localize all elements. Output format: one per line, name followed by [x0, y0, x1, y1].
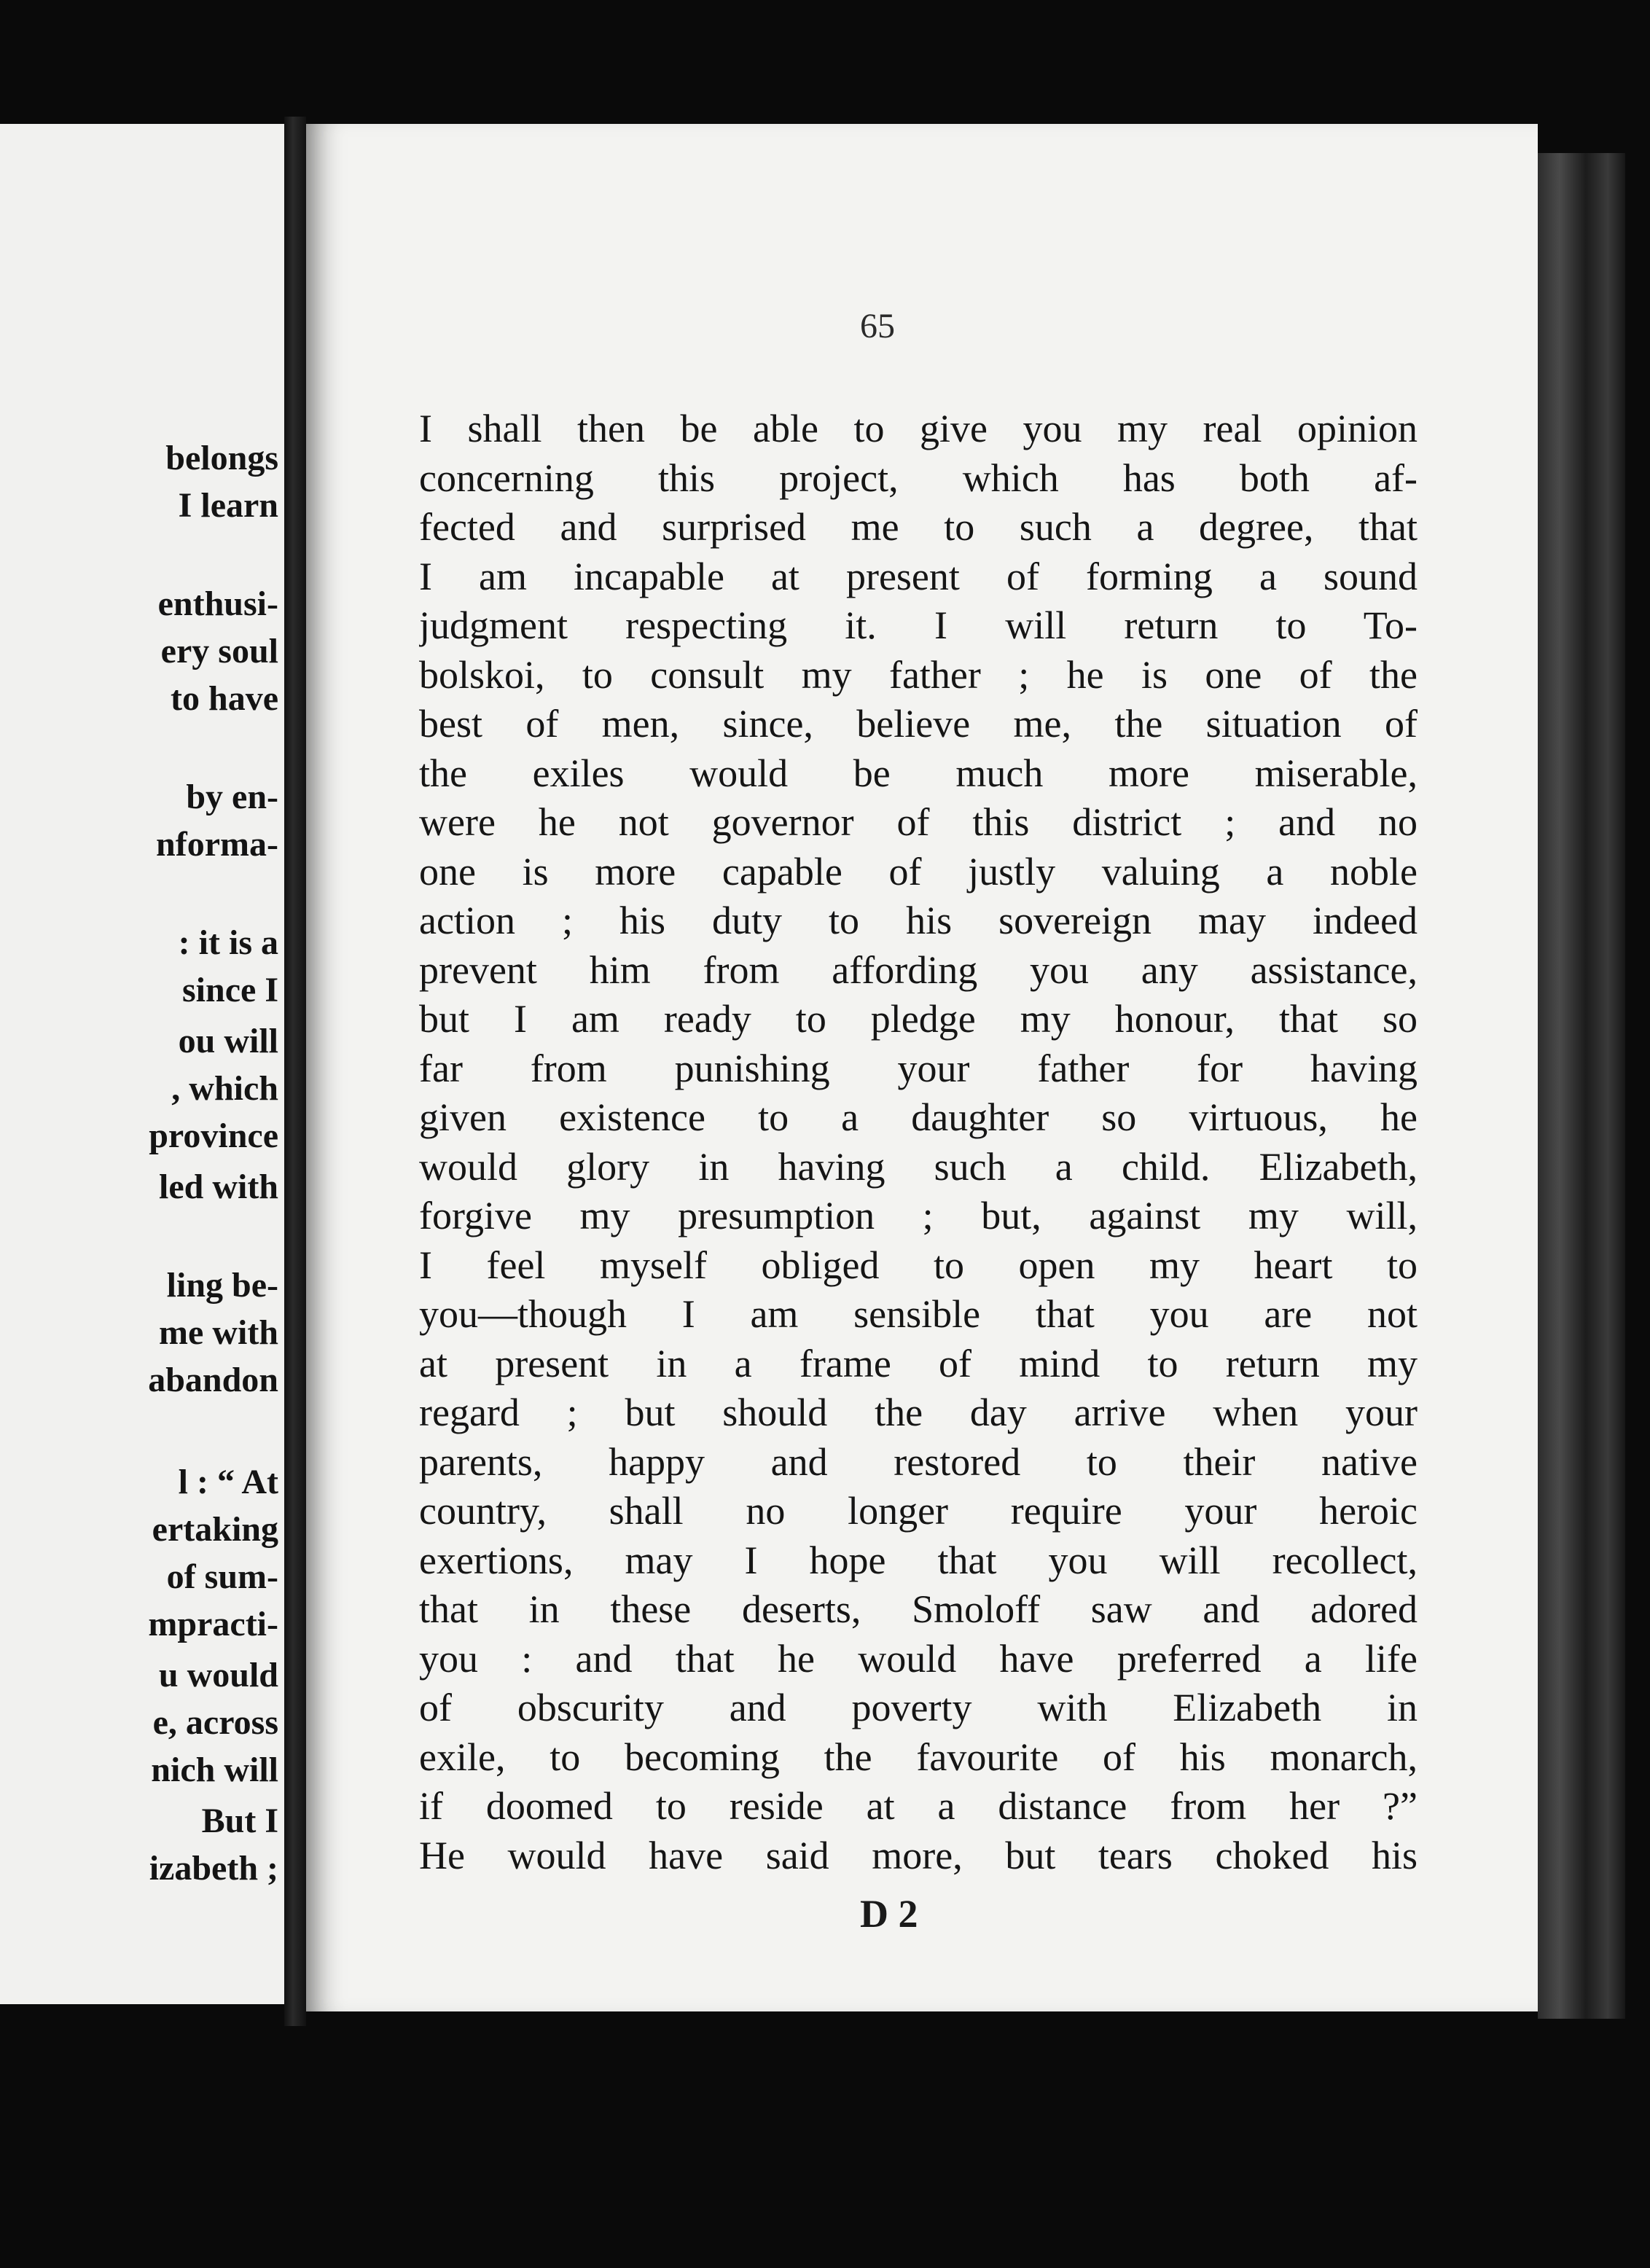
left-fragment-line: I learn: [178, 486, 278, 525]
left-page: [0, 124, 284, 2004]
text-line: but I am ready to pledge my honour, that so: [419, 997, 1418, 1041]
left-fragment-line: ery soul: [160, 632, 278, 670]
left-fragment-line: enthusi-: [157, 584, 278, 623]
text-line: were he not governor of this district ; and no: [419, 800, 1418, 844]
text-line: best of men, since, believe me, the situation of: [419, 702, 1418, 746]
page-number: 65: [860, 307, 895, 345]
text-line: forgive my presumption ; but, against my will,: [419, 1194, 1418, 1237]
text-line: judgment respecting it. I will return to To-: [419, 603, 1418, 647]
left-fragment-line: ertaking: [152, 1510, 278, 1549]
left-fragment-line: But I: [201, 1802, 278, 1840]
left-fragment-line: nforma-: [156, 825, 278, 864]
text-line: parents, happy and restored to their native: [419, 1439, 1418, 1484]
left-fragment-line: abandon: [148, 1361, 278, 1399]
text-line: action ; his duty to his sovereign may indeed: [419, 899, 1418, 942]
text-line: fected and surprised me to such a degree, that: [419, 505, 1418, 549]
left-fragment-line: izabeth ;: [149, 1849, 278, 1888]
left-fragment-line: e, across: [152, 1703, 278, 1742]
text-line: if doomed to reside at a distance from her ?”: [419, 1784, 1418, 1828]
left-fragment-line: u would: [158, 1656, 278, 1694]
text-line: concerning this project, which has both af-: [419, 455, 1418, 500]
left-fragment-line: ling be-: [166, 1266, 278, 1305]
text-line: given existence to a daughter so virtuous, he: [419, 1095, 1418, 1139]
left-fragment-line: nich will: [151, 1751, 278, 1789]
left-fragment-line: , which: [171, 1069, 278, 1108]
text-line: at present in a frame of mind to return my: [419, 1341, 1418, 1385]
text-line: that in these deserts, Smoloff saw and adored: [419, 1587, 1418, 1631]
text-line: I shall then be able to give you my real opinion: [419, 407, 1418, 450]
body-text: [419, 404, 1418, 1880]
text-line: country, shall no longer require your heroic: [419, 1489, 1418, 1533]
text-line: I feel myself obliged to open my heart to: [419, 1243, 1418, 1287]
left-fragment-line: mpracti-: [148, 1605, 278, 1643]
text-line: prevent him from affording you any assistance,: [419, 947, 1418, 992]
left-fragment-line: province: [149, 1117, 278, 1155]
left-fragment-line: l : “ At: [178, 1463, 278, 1501]
left-fragment-line: to have: [171, 679, 278, 718]
left-fragment-line: of sum-: [166, 1557, 278, 1596]
text-line: exile, to becoming the favourite of his monarch,: [419, 1735, 1418, 1779]
left-fragment-line: me with: [159, 1313, 278, 1352]
book-edge: [1538, 153, 1625, 2019]
book-gutter: [284, 117, 306, 2026]
text-line: I am incapable at present of forming a sound: [419, 554, 1418, 598]
left-fragment-line: : it is a: [178, 923, 278, 962]
text-line: the exiles would be much more miserable,: [419, 751, 1418, 795]
left-fragment-line: belongs: [165, 439, 278, 477]
text-line: you—though I am sensible that you are not: [419, 1292, 1418, 1336]
signature-mark: D 2: [860, 1892, 918, 1936]
left-fragment-line: led with: [158, 1168, 278, 1206]
text-line: bolskoi, to consult my father ; he is one of the: [419, 652, 1418, 697]
text-line: would glory in having such a child. Elizabeth,: [419, 1144, 1418, 1189]
text-line: far from punishing your father for having: [419, 1046, 1418, 1090]
text-line: regard ; but should the day arrive when your: [419, 1391, 1418, 1434]
text-line: you : and that he would have preferred a life: [419, 1636, 1418, 1681]
text-line: one is more capable of justly valuing a noble: [419, 849, 1418, 893]
left-fragment-line: since I: [182, 971, 278, 1009]
text-line: exertions, may I hope that you will recollect,: [419, 1538, 1418, 1582]
left-fragment-line: by en-: [186, 778, 278, 816]
text-line: of obscurity and poverty with Elizabeth in: [419, 1686, 1418, 1729]
left-fragment-line: ou will: [178, 1022, 278, 1060]
text-line: He would have said more, but tears choked his: [419, 1833, 1418, 1877]
